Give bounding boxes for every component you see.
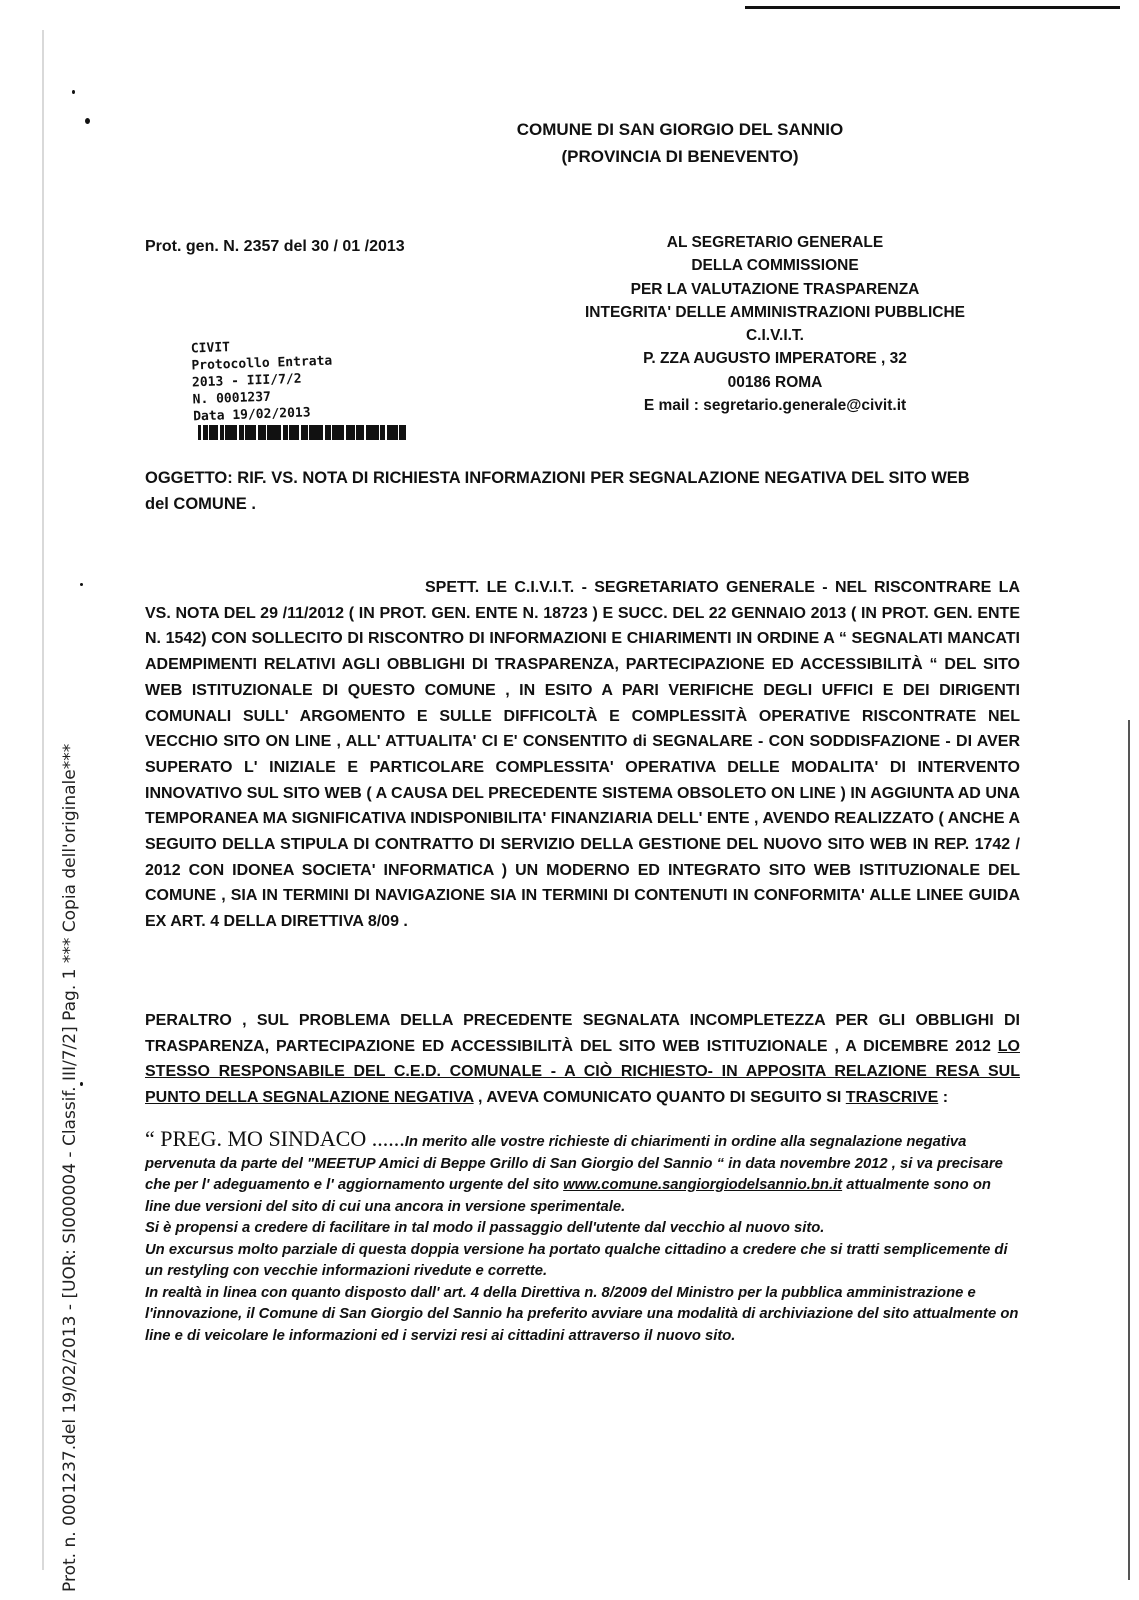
paragraph-1-text: SPETT. LE C.I.V.I.T. - SEGRETARIATO GENERALE - NEL RISCONTRARE LA VS. NOTA DEL 29 /11/2012 ( IN PROT. GEN. ENTE N. 18723 ) E SUCC. DEL 22 GENNAIO 2013 ( IN PROT. GEN. ENTE N. 1542) CON SOLLECITO DI RISCONTRO DI INFORMAZIONI E CHIARIMENTI IN ORDINE A “ SEGNALATI MANCATI ADEMPIMENTI RELATIVI AGLI OBBLIGHI DI TRASPARENZA, PARTECIPAZIONE ED ACCESSIBILITÀ “ DEL SITO WEB ISTITUZIONALE DI QUESTO COMUNE , IN ESITO A PARI VERIFICHE DEGLI UFFICI E DEI DIRIGENTI COMUNALI SULL' ARGOMENTO E SULLE DIFFICOLTÀ E COMPLESSITÀ OPERATIVE RISCONTRATE NEL VECCHIO SITO ON LINE , ALL' ATTUALITA' CI E' CONSENTITO di SEGNALARE - CON SODDISFAZIONE - DI AVER SUPERATO L' INIZIALE E PARTICOLARE COMPLESSITA' OPERATIVA DELLE MODALITA' DI INTERVENTO INNOVATIVO SUL SITO WEB ( A CAUSA DEL PRECEDENTE SISTEMA OBSOLETO ON LINE ) IN AGGIUNTA AD UNA TEMPORANEA MA SIGNIFICATIVA INDISPONIBILITA' FINANZIARIA DELL' ENTE , AVENDO REALIZZATO ( ANCHE A SEGUITO DELLA STIPULA DI CONTRATTO DI SERVIZIO DELLA GESTIONE DEL NUOVO SITO WEB IN REP. 1742 / 2012 CON IDONEA SOCIETA' INFORMATICA ) UN MODERNO ED INTEGRATO SITO WEB ISTITUZIONALE DEL COMUNE , SIA IN TERMINI DI NAVIGAZIONE SIA IN TERMINI DI CONTENUTI IN CONFORMITA' ALLE LINEE GUIDA EX ART. 4 DELLA DIRETTIVA 8/09 . (145, 579, 1020, 931)
protocol-number: Prot. gen. N. 2357 del 30 / 01 /2013 (145, 238, 405, 255)
addressee-email: E mail : segretario.generale@civit.it (643, 397, 907, 415)
stamp-line: N. 0001237 (192, 389, 272, 408)
paragraph-2-text: : (938, 1089, 949, 1107)
addressee-line: DELLA COMMISSIONE (691, 257, 859, 275)
addressee-line: 00186 ROMA (727, 373, 823, 391)
stamp-line: CIVIT (190, 340, 231, 357)
scan-mark (80, 583, 83, 586)
quoted-report (145, 1128, 1020, 1347)
side-protocol-stamp: Prot. n. 0001237.del 19/02/2013 - [UOR: SI000004 - Classif. III/7/2] Pag. 1 *** Copia dell'originale*** (60, 743, 80, 1592)
province-name: (PROVINCIA DI BENEVENTO) (561, 147, 799, 166)
scan-mark (72, 90, 75, 94)
quote-line: Un excursus molto parziale di questa doppia versione ha portato qualche cittadino a credere che si tratti semplicemente di un restyling con vecchie informazioni rivedute e corrette. (145, 1241, 1008, 1279)
quote-salutation: “ PREG. MO SINDACO ...... (145, 1126, 405, 1151)
body-paragraph-2 (145, 1008, 1020, 1111)
quote-line: Si è propensi a credere di facilitare in tal modo il passaggio dell'utente dal vecchio al nuovo sito. (145, 1220, 825, 1236)
stamp-line: Data 19/02/2013 (192, 405, 311, 425)
paragraph-2-text: , AVEVA COMUNICATO QUANTO DI SEGUITO SI (473, 1089, 846, 1107)
paragraph-2-text: PERALTRO , SUL PROBLEMA DELLA PRECEDENTE SEGNALATA INCOMPLETEZZA PER GLI OBBLIGHI DI TRASPARENZA, PARTECIPAZIONE ED ACCESSIBILITÀ DEL SITO WEB ISTITUZIONALE , A DICEMBRE 2012 (145, 1012, 1020, 1055)
addressee-line: C.I.V.I.T. (745, 327, 804, 345)
addressee-line: PER LA VALUTAZIONE TRASPARENZA (630, 280, 920, 298)
top-rule (745, 6, 1120, 9)
civit-entry-stamp (191, 336, 335, 426)
quote-paragraph (145, 1128, 1020, 1218)
addressee-block (580, 231, 970, 417)
subject-line: OGGETTO: RIF. VS. NOTA DI RICHIESTA INFORMAZIONI PER SEGNALAZIONE NEGATIVA DEL SITO WEB del COMUNE . (145, 469, 970, 513)
quote-text: attualmente sono on line due versioni del sito di cui una ancora in versione sperimentale. (145, 1177, 991, 1215)
paragraph-2-underlined: TRASCRIVE (845, 1089, 939, 1107)
stamp-line: Protocollo Entrata (191, 353, 333, 374)
scan-mark (85, 118, 90, 124)
scan-mark (80, 1082, 83, 1086)
stamp-line: 2013 - III/7/2 (191, 371, 302, 391)
municipality-name: COMUNE DI SAN GIORGIO DEL SANNIO (516, 120, 844, 139)
quote-line: In realtà in linea con quanto disposto dall' art. 4 della Direttiva n. 8/2009 del Ministro per la pubblica amministrazione e l'innovazione, il Comune di San Giorgio del Sannio ha preferito avviare una modalità di archiviazione del sito attualmente on line e di veicolare le informazioni ed i servizi resi ai cittadini attraverso il nuovo sito. (145, 1284, 1019, 1344)
addressee-line: INTEGRITA' DELLE AMMINISTRAZIONI PUBBLICHE (585, 303, 965, 321)
right-scan-edge (1128, 720, 1130, 1580)
addressee-line: AL SEGRETARIO GENERALE (666, 234, 884, 251)
addressee-line: P. ZZA AUGUSTO IMPERATORE , 32 (643, 350, 907, 368)
quote-text: In merito alle vostre richieste di chiarimenti in ordine alla segnalazione negativa pervenuta da parte del "MEETUP Amici di Beppe Grillo di San Giorgio del Sannio “ in data novembre 2012 , si va precisare che per l' adeguamento e l' aggiornamento urgente del sito (145, 1134, 1003, 1193)
website-link[interactable]: www.comune.sangiorgiodelsannio.bn.it (563, 1177, 843, 1193)
paragraph-2-underlined: LO STESSO RESPONSABILE DEL C.E.D. COMUNALE - A CIÒ RICHIESTO- IN APPOSITA RELAZIONE RESA SUL PUNTO DELLA SEGNALAZIONE NEGATIVA (145, 1037, 1020, 1107)
scan-edge (42, 30, 44, 1570)
barcode (198, 425, 406, 440)
body-paragraph-1 (145, 575, 1020, 935)
